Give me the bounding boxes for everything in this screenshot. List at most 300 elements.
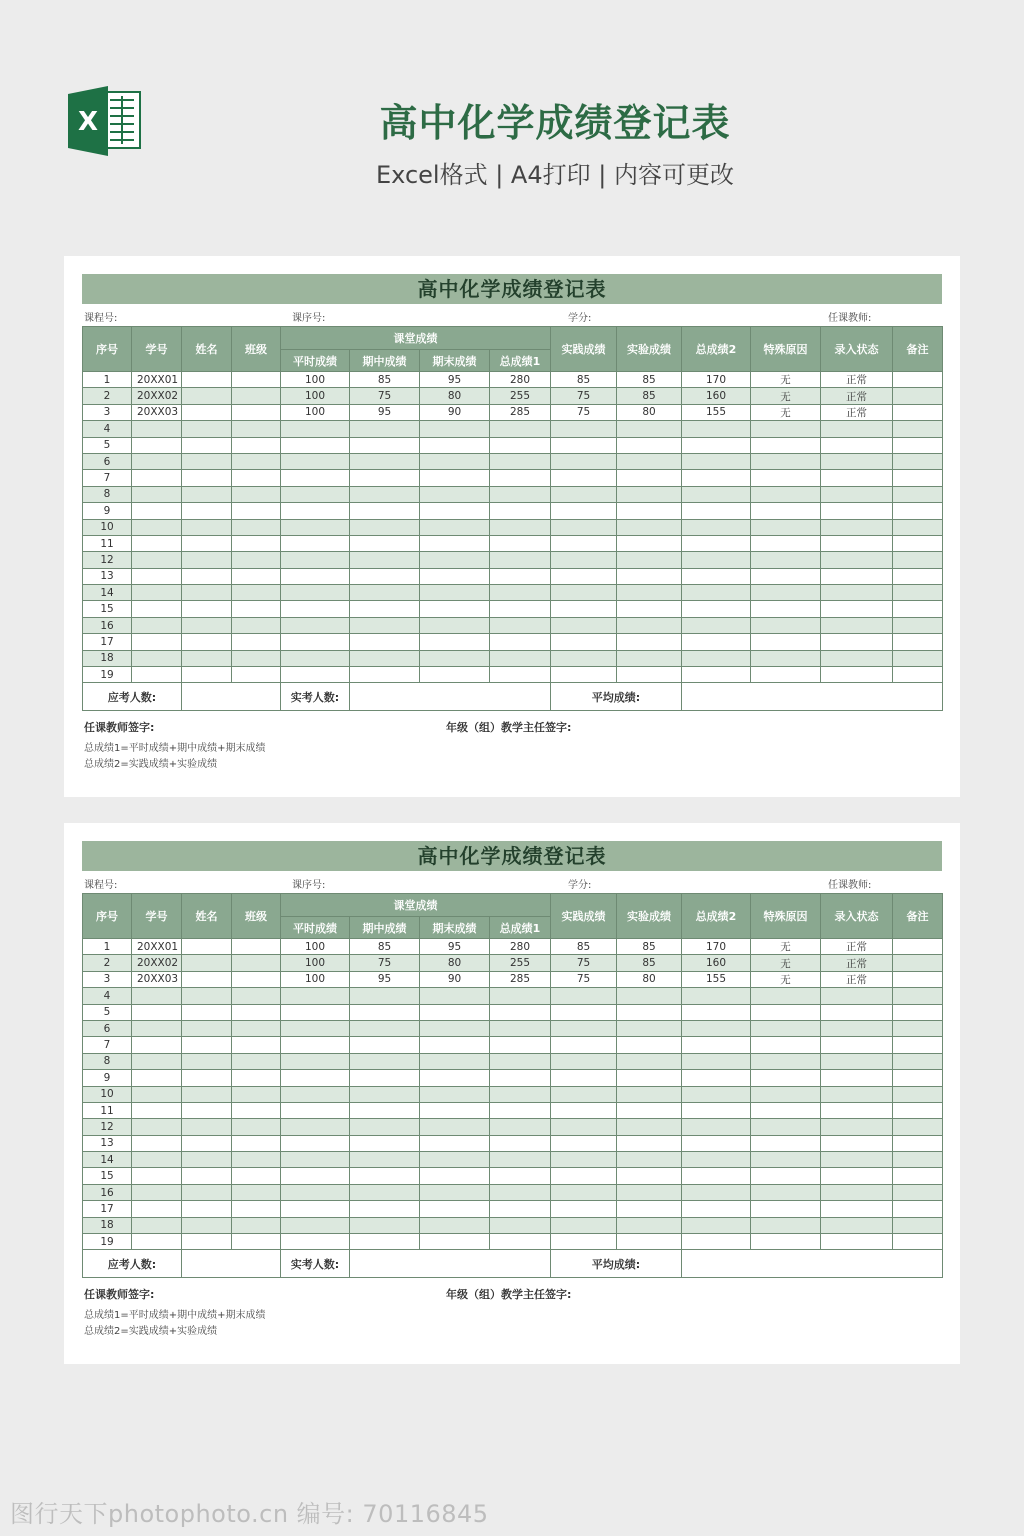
cell-total2[interactable] (682, 634, 751, 650)
cell-midterm[interactable] (350, 1020, 420, 1036)
cell-total1[interactable] (490, 486, 551, 502)
cell-regular[interactable] (281, 503, 350, 519)
cell-special[interactable] (751, 585, 821, 601)
cell-name[interactable] (182, 404, 232, 420)
cell-practice[interactable] (551, 1135, 617, 1151)
cell-index[interactable]: 2 (83, 955, 132, 971)
cell-class[interactable] (232, 1053, 281, 1069)
cell-remark[interactable] (893, 372, 943, 388)
cell-status[interactable]: 正常 (821, 939, 893, 955)
cell-practice[interactable] (551, 421, 617, 437)
cell-regular[interactable]: 100 (281, 939, 350, 955)
cell-class[interactable] (232, 486, 281, 502)
cell-remark[interactable] (893, 1217, 943, 1233)
cell-total2[interactable] (682, 421, 751, 437)
cell-index[interactable]: 9 (83, 503, 132, 519)
cell-lab[interactable] (617, 634, 682, 650)
cell-index[interactable]: 15 (83, 601, 132, 617)
cell-remark[interactable] (893, 1020, 943, 1036)
cell-lab[interactable] (617, 1004, 682, 1020)
cell-practice[interactable] (551, 1102, 617, 1118)
cell-total1[interactable] (490, 1037, 551, 1053)
cell-regular[interactable] (281, 1086, 350, 1102)
cell-remark[interactable] (893, 988, 943, 1004)
cell-class[interactable] (232, 988, 281, 1004)
cell-status[interactable]: 正常 (821, 971, 893, 987)
cell-name[interactable] (182, 470, 232, 486)
cell-practice[interactable] (551, 1020, 617, 1036)
cell-status[interactable] (821, 1168, 893, 1184)
cell-total1[interactable] (490, 1102, 551, 1118)
cell-total1[interactable] (490, 470, 551, 486)
cell-midterm[interactable] (350, 1201, 420, 1217)
cell-index[interactable]: 14 (83, 585, 132, 601)
cell-midterm[interactable] (350, 617, 420, 633)
cell-special[interactable] (751, 650, 821, 666)
cell-final[interactable] (420, 1070, 490, 1086)
cell-total2[interactable] (682, 1102, 751, 1118)
cell-midterm[interactable] (350, 437, 420, 453)
cell-index[interactable]: 14 (83, 1152, 132, 1168)
cell-lab[interactable] (617, 1053, 682, 1069)
cell-class[interactable] (232, 388, 281, 404)
cell-special[interactable]: 无 (751, 971, 821, 987)
cell-practice[interactable] (551, 650, 617, 666)
cell-special[interactable] (751, 1037, 821, 1053)
cell-special[interactable] (751, 453, 821, 469)
cell-name[interactable] (182, 988, 232, 1004)
cell-final[interactable] (420, 470, 490, 486)
cell-remark[interactable] (893, 1234, 943, 1250)
cell-student-id[interactable] (132, 1234, 182, 1250)
cell-total2[interactable] (682, 1020, 751, 1036)
cell-special[interactable]: 无 (751, 955, 821, 971)
cell-total2[interactable] (682, 650, 751, 666)
cell-practice[interactable] (551, 585, 617, 601)
cell-status[interactable] (821, 421, 893, 437)
cell-total1[interactable] (490, 1004, 551, 1020)
cell-class[interactable] (232, 568, 281, 584)
cell-remark[interactable] (893, 453, 943, 469)
cell-lab[interactable] (617, 1119, 682, 1135)
cell-name[interactable] (182, 1135, 232, 1151)
cell-remark[interactable] (893, 585, 943, 601)
cell-practice[interactable] (551, 1037, 617, 1053)
cell-midterm[interactable] (350, 1053, 420, 1069)
cell-total2[interactable] (682, 1168, 751, 1184)
cell-final[interactable] (420, 667, 490, 683)
cell-midterm[interactable] (350, 568, 420, 584)
cell-student-id[interactable]: 20XX01 (132, 939, 182, 955)
cell-remark[interactable] (893, 1168, 943, 1184)
cell-regular[interactable] (281, 486, 350, 502)
cell-name[interactable] (182, 601, 232, 617)
cell-total2[interactable] (682, 1201, 751, 1217)
cell-index[interactable]: 13 (83, 568, 132, 584)
cell-practice[interactable] (551, 667, 617, 683)
cell-final[interactable] (420, 437, 490, 453)
cell-total1[interactable] (490, 1119, 551, 1135)
cell-final[interactable] (420, 1053, 490, 1069)
cell-student-id[interactable] (132, 667, 182, 683)
cell-student-id[interactable] (132, 634, 182, 650)
cell-lab[interactable]: 80 (617, 404, 682, 420)
cell-status[interactable] (821, 1234, 893, 1250)
cell-midterm[interactable] (350, 519, 420, 535)
cell-practice[interactable] (551, 486, 617, 502)
cell-regular[interactable] (281, 601, 350, 617)
cell-name[interactable] (182, 1119, 232, 1135)
cell-index[interactable]: 17 (83, 1201, 132, 1217)
cell-status[interactable] (821, 667, 893, 683)
cell-total2[interactable] (682, 453, 751, 469)
cell-total1[interactable] (490, 1135, 551, 1151)
cell-midterm[interactable] (350, 667, 420, 683)
cell-total1[interactable] (490, 617, 551, 633)
cell-index[interactable]: 2 (83, 388, 132, 404)
cell-midterm[interactable]: 75 (350, 955, 420, 971)
cell-midterm[interactable] (350, 650, 420, 666)
cell-student-id[interactable] (132, 421, 182, 437)
cell-student-id[interactable] (132, 1070, 182, 1086)
cell-practice[interactable] (551, 601, 617, 617)
cell-special[interactable] (751, 601, 821, 617)
cell-name[interactable] (182, 552, 232, 568)
cell-class[interactable] (232, 667, 281, 683)
cell-status[interactable] (821, 585, 893, 601)
cell-lab[interactable] (617, 470, 682, 486)
cell-midterm[interactable] (350, 1004, 420, 1020)
cell-regular[interactable] (281, 519, 350, 535)
cell-special[interactable] (751, 1152, 821, 1168)
cell-total2[interactable] (682, 552, 751, 568)
cell-midterm[interactable] (350, 486, 420, 502)
cell-special[interactable] (751, 1070, 821, 1086)
cell-remark[interactable] (893, 667, 943, 683)
cell-class[interactable] (232, 437, 281, 453)
cell-practice[interactable] (551, 1086, 617, 1102)
cell-student-id[interactable] (132, 1152, 182, 1168)
cell-name[interactable] (182, 634, 232, 650)
cell-student-id[interactable] (132, 1217, 182, 1233)
cell-midterm[interactable]: 75 (350, 388, 420, 404)
cell-final[interactable] (420, 1184, 490, 1200)
cell-lab[interactable] (617, 1217, 682, 1233)
cell-class[interactable] (232, 519, 281, 535)
cell-lab[interactable] (617, 1152, 682, 1168)
cell-name[interactable] (182, 1152, 232, 1168)
cell-class[interactable] (232, 1070, 281, 1086)
cell-remark[interactable] (893, 634, 943, 650)
cell-index[interactable]: 8 (83, 1053, 132, 1069)
cell-final[interactable] (420, 1004, 490, 1020)
cell-class[interactable] (232, 552, 281, 568)
cell-index[interactable]: 10 (83, 519, 132, 535)
cell-index[interactable]: 7 (83, 1037, 132, 1053)
cell-regular[interactable] (281, 1020, 350, 1036)
cell-total2[interactable] (682, 585, 751, 601)
cell-final[interactable] (420, 1234, 490, 1250)
cell-total1[interactable] (490, 1070, 551, 1086)
cell-student-id[interactable] (132, 601, 182, 617)
cell-status[interactable] (821, 1053, 893, 1069)
cell-midterm[interactable] (350, 988, 420, 1004)
cell-midterm[interactable] (350, 453, 420, 469)
cell-total1[interactable] (490, 421, 551, 437)
cell-class[interactable] (232, 535, 281, 551)
cell-status[interactable] (821, 486, 893, 502)
cell-midterm[interactable] (350, 1184, 420, 1200)
cell-regular[interactable]: 100 (281, 971, 350, 987)
cell-remark[interactable] (893, 421, 943, 437)
cell-lab[interactable] (617, 585, 682, 601)
cell-regular[interactable] (281, 634, 350, 650)
cell-regular[interactable] (281, 1168, 350, 1184)
cell-special[interactable]: 无 (751, 388, 821, 404)
cell-final[interactable]: 80 (420, 955, 490, 971)
cell-student-id[interactable] (132, 585, 182, 601)
cell-practice[interactable]: 75 (551, 404, 617, 420)
cell-status[interactable] (821, 519, 893, 535)
cell-total2[interactable]: 155 (682, 404, 751, 420)
cell-remark[interactable] (893, 1037, 943, 1053)
cell-name[interactable] (182, 388, 232, 404)
cell-class[interactable] (232, 1004, 281, 1020)
cell-special[interactable] (751, 1217, 821, 1233)
cell-total1[interactable] (490, 1184, 551, 1200)
cell-lab[interactable] (617, 988, 682, 1004)
cell-remark[interactable] (893, 601, 943, 617)
cell-lab[interactable] (617, 650, 682, 666)
cell-special[interactable] (751, 1102, 821, 1118)
cell-special[interactable] (751, 1201, 821, 1217)
cell-total2[interactable] (682, 503, 751, 519)
cell-special[interactable] (751, 1135, 821, 1151)
cell-student-id[interactable]: 20XX02 (132, 955, 182, 971)
cell-practice[interactable] (551, 470, 617, 486)
cell-special[interactable] (751, 535, 821, 551)
cell-total1[interactable] (490, 1053, 551, 1069)
cell-practice[interactable] (551, 1053, 617, 1069)
cell-lab[interactable]: 85 (617, 955, 682, 971)
cell-remark[interactable] (893, 1053, 943, 1069)
cell-special[interactable] (751, 503, 821, 519)
cell-final[interactable] (420, 1217, 490, 1233)
cell-remark[interactable] (893, 470, 943, 486)
cell-final[interactable]: 80 (420, 388, 490, 404)
cell-practice[interactable]: 85 (551, 372, 617, 388)
cell-midterm[interactable] (350, 535, 420, 551)
cell-remark[interactable] (893, 939, 943, 955)
cell-midterm[interactable] (350, 1234, 420, 1250)
cell-name[interactable] (182, 503, 232, 519)
cell-lab[interactable] (617, 453, 682, 469)
cell-regular[interactable] (281, 552, 350, 568)
cell-student-id[interactable] (132, 437, 182, 453)
cell-practice[interactable] (551, 503, 617, 519)
cell-name[interactable] (182, 519, 232, 535)
cell-regular[interactable] (281, 1004, 350, 1020)
cell-name[interactable] (182, 421, 232, 437)
cell-lab[interactable] (617, 601, 682, 617)
cell-final[interactable] (420, 650, 490, 666)
cell-total1[interactable] (490, 453, 551, 469)
cell-final[interactable] (420, 1102, 490, 1118)
cell-special[interactable] (751, 421, 821, 437)
cell-total2[interactable] (682, 1119, 751, 1135)
cell-midterm[interactable] (350, 601, 420, 617)
cell-total1[interactable] (490, 1201, 551, 1217)
cell-lab[interactable] (617, 1070, 682, 1086)
cell-lab[interactable] (617, 486, 682, 502)
cell-regular[interactable] (281, 1102, 350, 1118)
cell-special[interactable] (751, 1086, 821, 1102)
cell-special[interactable] (751, 1004, 821, 1020)
cell-index[interactable]: 11 (83, 1102, 132, 1118)
cell-midterm[interactable] (350, 1070, 420, 1086)
cell-total1[interactable] (490, 988, 551, 1004)
cell-special[interactable] (751, 1234, 821, 1250)
cell-remark[interactable] (893, 1135, 943, 1151)
cell-class[interactable] (232, 1020, 281, 1036)
cell-regular[interactable]: 100 (281, 372, 350, 388)
average-score-value[interactable] (682, 683, 943, 711)
cell-lab[interactable] (617, 617, 682, 633)
cell-class[interactable] (232, 1037, 281, 1053)
cell-special[interactable] (751, 470, 821, 486)
cell-student-id[interactable]: 20XX01 (132, 372, 182, 388)
cell-lab[interactable] (617, 1234, 682, 1250)
cell-total1[interactable] (490, 650, 551, 666)
cell-remark[interactable] (893, 1201, 943, 1217)
cell-practice[interactable] (551, 1070, 617, 1086)
cell-remark[interactable] (893, 388, 943, 404)
cell-name[interactable] (182, 568, 232, 584)
cell-total1[interactable] (490, 519, 551, 535)
cell-remark[interactable] (893, 437, 943, 453)
cell-regular[interactable] (281, 1037, 350, 1053)
cell-class[interactable] (232, 634, 281, 650)
cell-regular[interactable] (281, 1119, 350, 1135)
cell-class[interactable] (232, 1152, 281, 1168)
cell-index[interactable]: 17 (83, 634, 132, 650)
cell-final[interactable]: 90 (420, 971, 490, 987)
cell-student-id[interactable] (132, 453, 182, 469)
cell-total2[interactable] (682, 1004, 751, 1020)
cell-total2[interactable] (682, 601, 751, 617)
cell-final[interactable] (420, 519, 490, 535)
cell-regular[interactable] (281, 1152, 350, 1168)
cell-lab[interactable] (617, 1184, 682, 1200)
cell-status[interactable] (821, 1102, 893, 1118)
cell-index[interactable]: 6 (83, 1020, 132, 1036)
cell-total1[interactable] (490, 437, 551, 453)
cell-index[interactable]: 9 (83, 1070, 132, 1086)
average-score-value[interactable] (682, 1250, 943, 1278)
cell-remark[interactable] (893, 1184, 943, 1200)
cell-class[interactable] (232, 1234, 281, 1250)
cell-midterm[interactable] (350, 1217, 420, 1233)
cell-student-id[interactable] (132, 519, 182, 535)
cell-total2[interactable] (682, 486, 751, 502)
cell-status[interactable] (821, 453, 893, 469)
cell-practice[interactable] (551, 1152, 617, 1168)
cell-regular[interactable]: 100 (281, 404, 350, 420)
cell-midterm[interactable]: 85 (350, 939, 420, 955)
cell-student-id[interactable] (132, 1184, 182, 1200)
cell-total1[interactable] (490, 568, 551, 584)
cell-total1[interactable] (490, 1168, 551, 1184)
cell-name[interactable] (182, 372, 232, 388)
cell-midterm[interactable] (350, 1119, 420, 1135)
cell-name[interactable] (182, 1102, 232, 1118)
cell-class[interactable] (232, 971, 281, 987)
cell-index[interactable]: 3 (83, 404, 132, 420)
cell-class[interactable] (232, 421, 281, 437)
cell-final[interactable] (420, 634, 490, 650)
cell-status[interactable] (821, 1184, 893, 1200)
cell-student-id[interactable] (132, 535, 182, 551)
cell-index[interactable]: 8 (83, 486, 132, 502)
cell-practice[interactable] (551, 1004, 617, 1020)
cell-lab[interactable] (617, 1201, 682, 1217)
cell-practice[interactable] (551, 568, 617, 584)
cell-status[interactable]: 正常 (821, 955, 893, 971)
cell-regular[interactable] (281, 1184, 350, 1200)
cell-total2[interactable]: 160 (682, 955, 751, 971)
cell-lab[interactable]: 85 (617, 939, 682, 955)
cell-total1[interactable]: 285 (490, 404, 551, 420)
cell-midterm[interactable] (350, 1152, 420, 1168)
cell-remark[interactable] (893, 519, 943, 535)
cell-final[interactable]: 95 (420, 939, 490, 955)
cell-student-id[interactable] (132, 470, 182, 486)
cell-regular[interactable] (281, 585, 350, 601)
cell-status[interactable]: 正常 (821, 404, 893, 420)
cell-class[interactable] (232, 1184, 281, 1200)
cell-index[interactable]: 15 (83, 1168, 132, 1184)
cell-index[interactable]: 11 (83, 535, 132, 551)
cell-final[interactable] (420, 503, 490, 519)
cell-lab[interactable]: 85 (617, 372, 682, 388)
cell-final[interactable] (420, 617, 490, 633)
cell-practice[interactable]: 75 (551, 955, 617, 971)
cell-status[interactable] (821, 1020, 893, 1036)
actual-count-value[interactable] (350, 1250, 551, 1278)
cell-midterm[interactable]: 85 (350, 372, 420, 388)
cell-total2[interactable] (682, 1217, 751, 1233)
cell-final[interactable] (420, 1152, 490, 1168)
cell-name[interactable] (182, 617, 232, 633)
cell-remark[interactable] (893, 1119, 943, 1135)
cell-student-id[interactable] (132, 650, 182, 666)
cell-student-id[interactable] (132, 617, 182, 633)
cell-special[interactable]: 无 (751, 404, 821, 420)
cell-name[interactable] (182, 585, 232, 601)
cell-final[interactable] (420, 1201, 490, 1217)
cell-status[interactable] (821, 1070, 893, 1086)
cell-student-id[interactable] (132, 1201, 182, 1217)
cell-total1[interactable] (490, 1234, 551, 1250)
cell-midterm[interactable] (350, 552, 420, 568)
cell-special[interactable]: 无 (751, 939, 821, 955)
cell-midterm[interactable] (350, 1037, 420, 1053)
cell-student-id[interactable] (132, 1020, 182, 1036)
cell-remark[interactable] (893, 1152, 943, 1168)
cell-total2[interactable] (682, 1135, 751, 1151)
cell-regular[interactable]: 100 (281, 955, 350, 971)
cell-student-id[interactable] (132, 1053, 182, 1069)
